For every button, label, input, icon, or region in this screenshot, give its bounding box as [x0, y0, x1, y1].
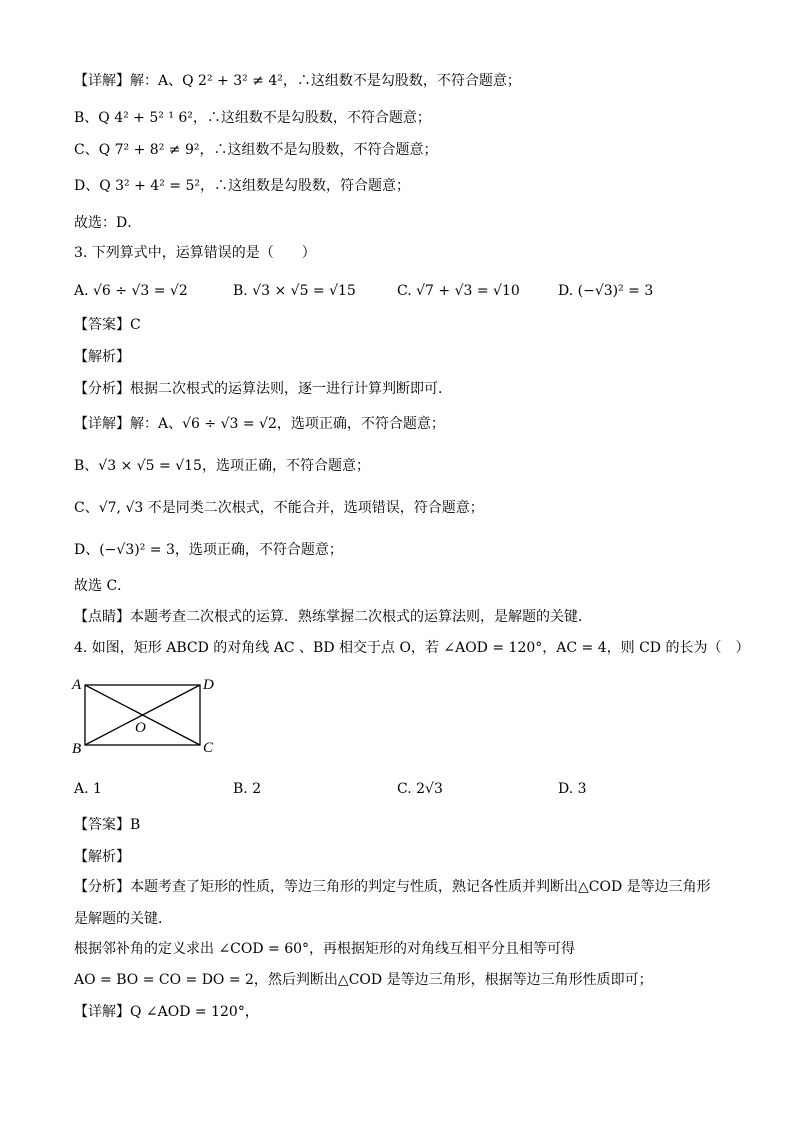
- text-line: B、Q 4² + 5² ¹ 6²，∴这组数不是勾股数，不符合题意；: [74, 110, 431, 126]
- label-d: D: [203, 677, 214, 693]
- text-line: 【点睛】本题考查二次根式的运算．熟练掌握二次根式的运算法则，是解题的关键．: [74, 609, 592, 625]
- label-a: A: [72, 677, 82, 693]
- answer-label: 【答案】C: [74, 317, 141, 333]
- option-a: A. 1: [74, 781, 102, 797]
- option-d: D. 3: [558, 781, 587, 797]
- rectangle-figure: [70, 673, 220, 757]
- analysis-label: 【解析】: [74, 349, 130, 365]
- option-a: A. √6 ÷ √3 = √2: [74, 283, 188, 299]
- text-line: 【详解】解：A、Q 2² + 3² ≠ 4²，∴这组数不是勾股数，不符合题意；: [74, 73, 521, 89]
- text-line: D、(−√3)² = 3，选项正确，不符合题意；: [74, 542, 343, 558]
- text-line: 故选 C．: [74, 578, 132, 594]
- text-line: 是解题的关键．: [74, 911, 172, 927]
- option-b: B. √3 × √5 = √15: [233, 283, 356, 299]
- text-line: 根据邻补角的定义求出 ∠COD = 60°，再根据矩形的对角线互相平分且相等可得: [74, 941, 576, 957]
- label-b: B: [72, 741, 82, 757]
- text-line: C、√7, √3 不是同类二次根式，不能合并，选项错误，符合题意；: [74, 500, 484, 516]
- text-line: 【分析】根据二次根式的运算法则，逐一进行计算判断即可．: [74, 381, 452, 397]
- question-4: 4. 如图，矩形 ABCD 的对角线 AC 、BD 相交于点 O，若 ∠AOD = 120°，AC = 4，则 CD 的长为（ ）: [74, 640, 750, 656]
- text-line: D、Q 3² + 4² = 5²，∴这组数是勾股数，符合题意；: [74, 178, 410, 194]
- question-3: 3. 下列算式中，运算错误的是（ ）: [74, 245, 316, 261]
- text-line: 故选：D．: [74, 215, 142, 231]
- text-line: 【详解】解：A、√6 ÷ √3 = √2，选项正确，不符合题意；: [74, 416, 445, 432]
- option-d: D. (−√3)² = 3: [558, 283, 654, 299]
- option-c: C. 2√3: [397, 781, 443, 797]
- label-c: C: [203, 740, 214, 756]
- text-line: 【分析】本题考查了矩形的性质，等边三角形的判定与性质，熟记各性质并判断出△COD 是等边三角形: [74, 879, 711, 895]
- analysis-label: 【解析】: [74, 849, 130, 865]
- text-line: B、√3 × √5 = √15，选项正确，不符合题意；: [74, 458, 370, 474]
- option-b: B. 2: [233, 781, 262, 797]
- label-o: O: [135, 720, 146, 736]
- option-c: C. √7 + √3 = √10: [397, 283, 520, 299]
- text-line: AO = BO = CO = DO = 2，然后判断出△COD 是等边三角形，根据等边三角形性质即可；: [74, 972, 653, 988]
- answer-label: 【答案】B: [74, 817, 141, 833]
- text-line: 【详解】Q ∠AOD = 120°，: [74, 1004, 259, 1020]
- text-line: C、Q 7² + 8² ≠ 9²，∴这组数不是勾股数，不符合题意；: [74, 142, 438, 158]
